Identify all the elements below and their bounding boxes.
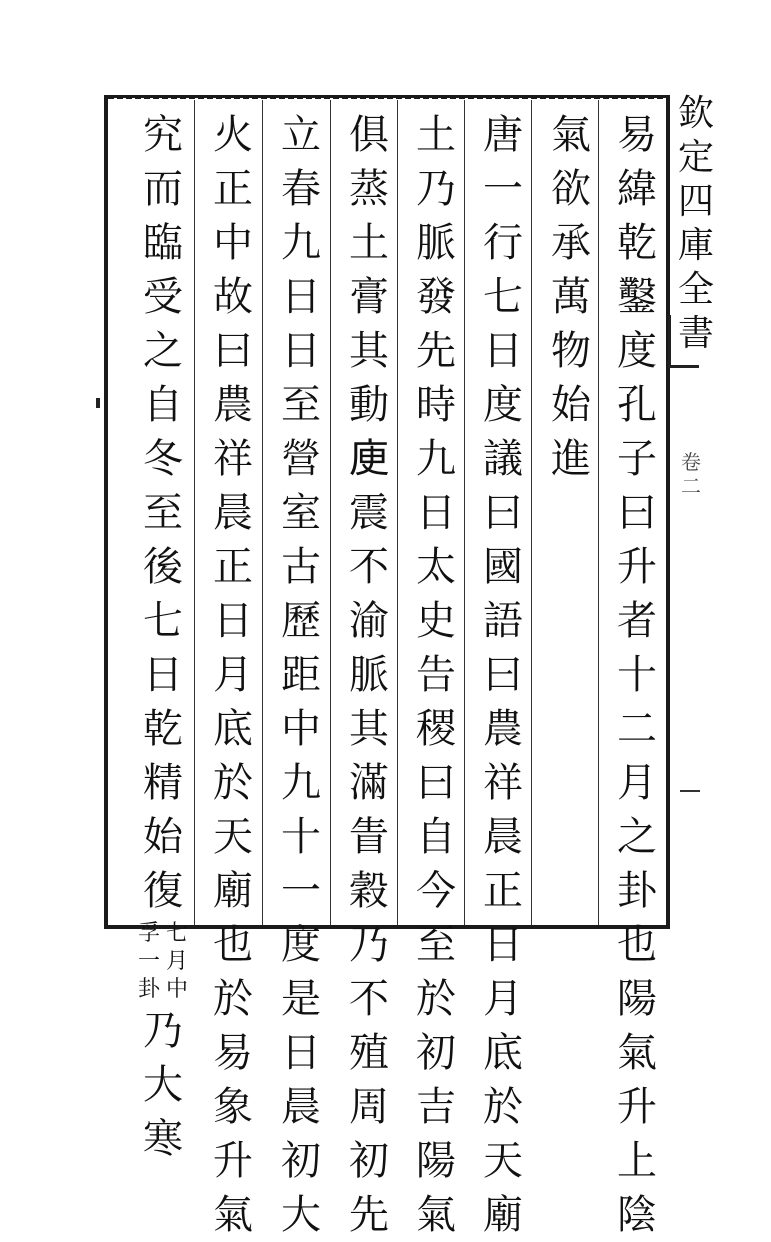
glyph: 乃 [416,166,456,212]
glyph: 膏 [349,274,389,320]
glyph: 中 [281,706,321,752]
glyph: 先 [416,328,456,374]
glyph: 冬 [143,436,183,482]
glyph: 周 [349,1084,389,1130]
glyph: 距 [281,652,321,698]
glyph: 史 [416,598,456,644]
glyph: 行 [483,220,523,266]
glyph: 卦 [617,868,657,914]
glyph: 時 [416,382,456,428]
glyph: 象 [213,1084,253,1130]
glyph: 大 [143,1062,183,1108]
glyph: 其 [349,328,389,374]
glyph: 農 [483,706,523,752]
glyph: 春 [281,166,321,212]
glyph: 日 [483,922,523,968]
glyph: 者 [617,598,657,644]
glyph: 也 [617,922,657,968]
margin-title-char: 全 [677,269,714,310]
glyph: 晨 [213,490,253,536]
glyph: 日 [416,490,456,536]
glyph: 月 [213,652,253,698]
glyph: 九 [281,220,321,266]
glyph: 升 [617,544,657,590]
binding-mark [96,398,100,408]
glyph: 氣 [617,1030,657,1076]
text-column-1 [604,108,670,1242]
glyph: 緯 [617,166,657,212]
glyph: 易 [617,112,657,158]
glyph: 渝 [349,598,389,644]
glyph: 語 [483,598,523,644]
glyph: 陽 [617,976,657,1022]
margin-title-char: 定 [677,137,714,178]
margin-volume-char: 二 [681,474,701,498]
glyph: 度 [281,922,321,968]
glyph: 穀 [349,868,389,914]
glyph: 日 [143,652,183,698]
glyph: 於 [213,760,253,806]
glyph: 究 [143,112,183,158]
glyph: 動 [349,382,389,428]
glyph: 曰 [416,760,456,806]
glyph: 天 [213,814,253,860]
glyph: 曰 [213,328,253,374]
glyph: 曰 [483,490,523,536]
glyph: 營 [281,436,321,482]
glyph: 乃 [349,922,389,968]
glyph: 祥 [483,760,523,806]
glyph: 不 [349,544,389,590]
glyph: 俱 [349,112,389,158]
glyph: 至 [143,490,183,536]
glyph: 先 [349,1192,389,1238]
glyph: 底 [483,1030,523,1076]
glyph: 精 [143,760,183,806]
glyph: 七 [143,598,183,644]
glyph: 國 [483,544,523,590]
text-column-6 [268,108,334,1242]
glyph: 寒 [143,1116,183,1162]
glyph: 初 [416,1030,456,1076]
glyph: 一 [281,868,321,914]
glyph: 氣 [416,1192,456,1238]
glyph: 臨 [143,220,183,266]
glyph: 正 [483,868,523,914]
glyph: 吉 [416,1084,456,1130]
note-glyph: 孚 [137,921,160,946]
glyph: 承 [551,220,591,266]
glyph: 日 [483,328,523,374]
glyph: 物 [551,328,591,374]
glyph: 乾 [143,706,183,752]
glyph: 滿 [349,760,389,806]
glyph: 曰 [617,490,657,536]
glyph: 之 [143,328,183,374]
glyph: 唐 [483,112,523,158]
margin-volume-char: 卷 [681,450,701,474]
glyph: 脈 [416,220,456,266]
note-glyph: 中 [166,977,189,1002]
glyph: 曰 [483,652,523,698]
glyph: 於 [213,976,253,1022]
glyph: 日 [213,598,253,644]
text-column-5 [336,108,402,1242]
margin-tick [680,790,700,792]
glyph: 升 [213,1138,253,1184]
glyph: 始 [551,382,591,428]
glyph: 十 [617,652,657,698]
glyph: 火 [213,112,253,158]
glyph: 中 [213,220,253,266]
glyph: 古 [281,544,321,590]
frame-top-border [108,96,666,99]
glyph: 初 [349,1138,389,1184]
glyph: 室 [281,490,321,536]
glyph: 天 [483,1138,523,1184]
glyph: 升 [617,1084,657,1130]
glyph: 大 [281,1192,321,1238]
glyph: 自 [416,814,456,860]
interlinear-note [138,920,188,1004]
glyph: 廟 [213,868,253,914]
margin-title-char: 四 [677,181,714,222]
glyph: 初 [281,1138,321,1184]
glyph: 正 [213,166,253,212]
glyph: 正 [213,544,253,590]
margin-title-char: 欽 [677,93,714,134]
glyph: 欲 [551,166,591,212]
glyph: 鑿 [617,274,657,320]
margin-title-char: 庫 [677,225,714,266]
glyph: 十 [281,814,321,860]
glyph: 萬 [551,274,591,320]
text-column-4 [403,108,469,1242]
glyph: 度 [483,382,523,428]
glyph: 立 [281,112,321,158]
glyph: 受 [143,274,183,320]
glyph: 不 [349,976,389,1022]
glyph: 眚 [349,814,389,860]
glyph: 殖 [349,1030,389,1076]
glyph: 也 [213,922,253,968]
glyph: 故 [213,274,253,320]
note-glyph: 七 [166,921,189,946]
glyph: 子 [617,436,657,482]
glyph: 稷 [416,706,456,752]
glyph: 土 [349,220,389,266]
glyph: 震 [349,490,389,536]
glyph: 乾 [617,220,657,266]
glyph: 乃 [143,1008,183,1054]
glyph: 太 [416,544,456,590]
glyph: 始 [143,814,183,860]
margin-volume-label [681,450,701,498]
glyph: 至 [416,922,456,968]
glyph: 𢈔 [349,436,389,482]
glyph: 今 [416,868,456,914]
glyph: 進 [551,436,591,482]
glyph: 二 [617,706,657,752]
glyph: 而 [143,166,183,212]
glyph: 脈 [349,652,389,698]
glyph: 度 [617,328,657,374]
note-glyph: 卦 [137,977,160,1002]
glyph: 發 [416,274,456,320]
glyph: 一 [483,166,523,212]
glyph: 農 [213,382,253,428]
glyph: 之 [617,814,657,860]
glyph: 陰 [617,1192,657,1238]
glyph: 日 [281,328,321,374]
text-column-7 [200,108,266,1242]
text-column-3 [470,108,536,1242]
glyph: 土 [416,112,456,158]
glyph: 自 [143,382,183,428]
glyph: 陽 [416,1138,456,1184]
glyph: 月 [483,976,523,1022]
glyph: 上 [617,1138,657,1184]
margin-title-char: 書 [677,313,714,354]
glyph: 於 [416,976,456,1022]
text-column-8 [130,108,196,1166]
glyph: 歷 [281,598,321,644]
note-glyph: 一 [137,949,160,974]
glyph: 廟 [483,1192,523,1238]
glyph: 九 [281,760,321,806]
glyph: 底 [213,706,253,752]
glyph: 孔 [617,382,657,428]
glyph: 告 [416,652,456,698]
glyph: 至 [281,382,321,428]
glyph: 氣 [551,112,591,158]
glyph: 祥 [213,436,253,482]
glyph: 是 [281,976,321,1022]
glyph: 於 [483,1084,523,1130]
glyph: 日 [281,1030,321,1076]
glyph: 日 [281,274,321,320]
glyph: 蒸 [349,166,389,212]
glyph: 後 [143,544,183,590]
glyph: 月 [617,760,657,806]
glyph: 其 [349,706,389,752]
glyph: 復 [143,868,183,914]
glyph: 九 [416,436,456,482]
text-column-2 [538,108,604,486]
glyph: 晨 [483,814,523,860]
glyph: 氣 [213,1192,253,1238]
glyph: 晨 [281,1084,321,1130]
glyph: 七 [483,274,523,320]
glyph: 議 [483,436,523,482]
note-glyph: 月 [166,949,189,974]
margin-fish-tail-mark [668,315,699,368]
glyph: 易 [213,1030,253,1076]
